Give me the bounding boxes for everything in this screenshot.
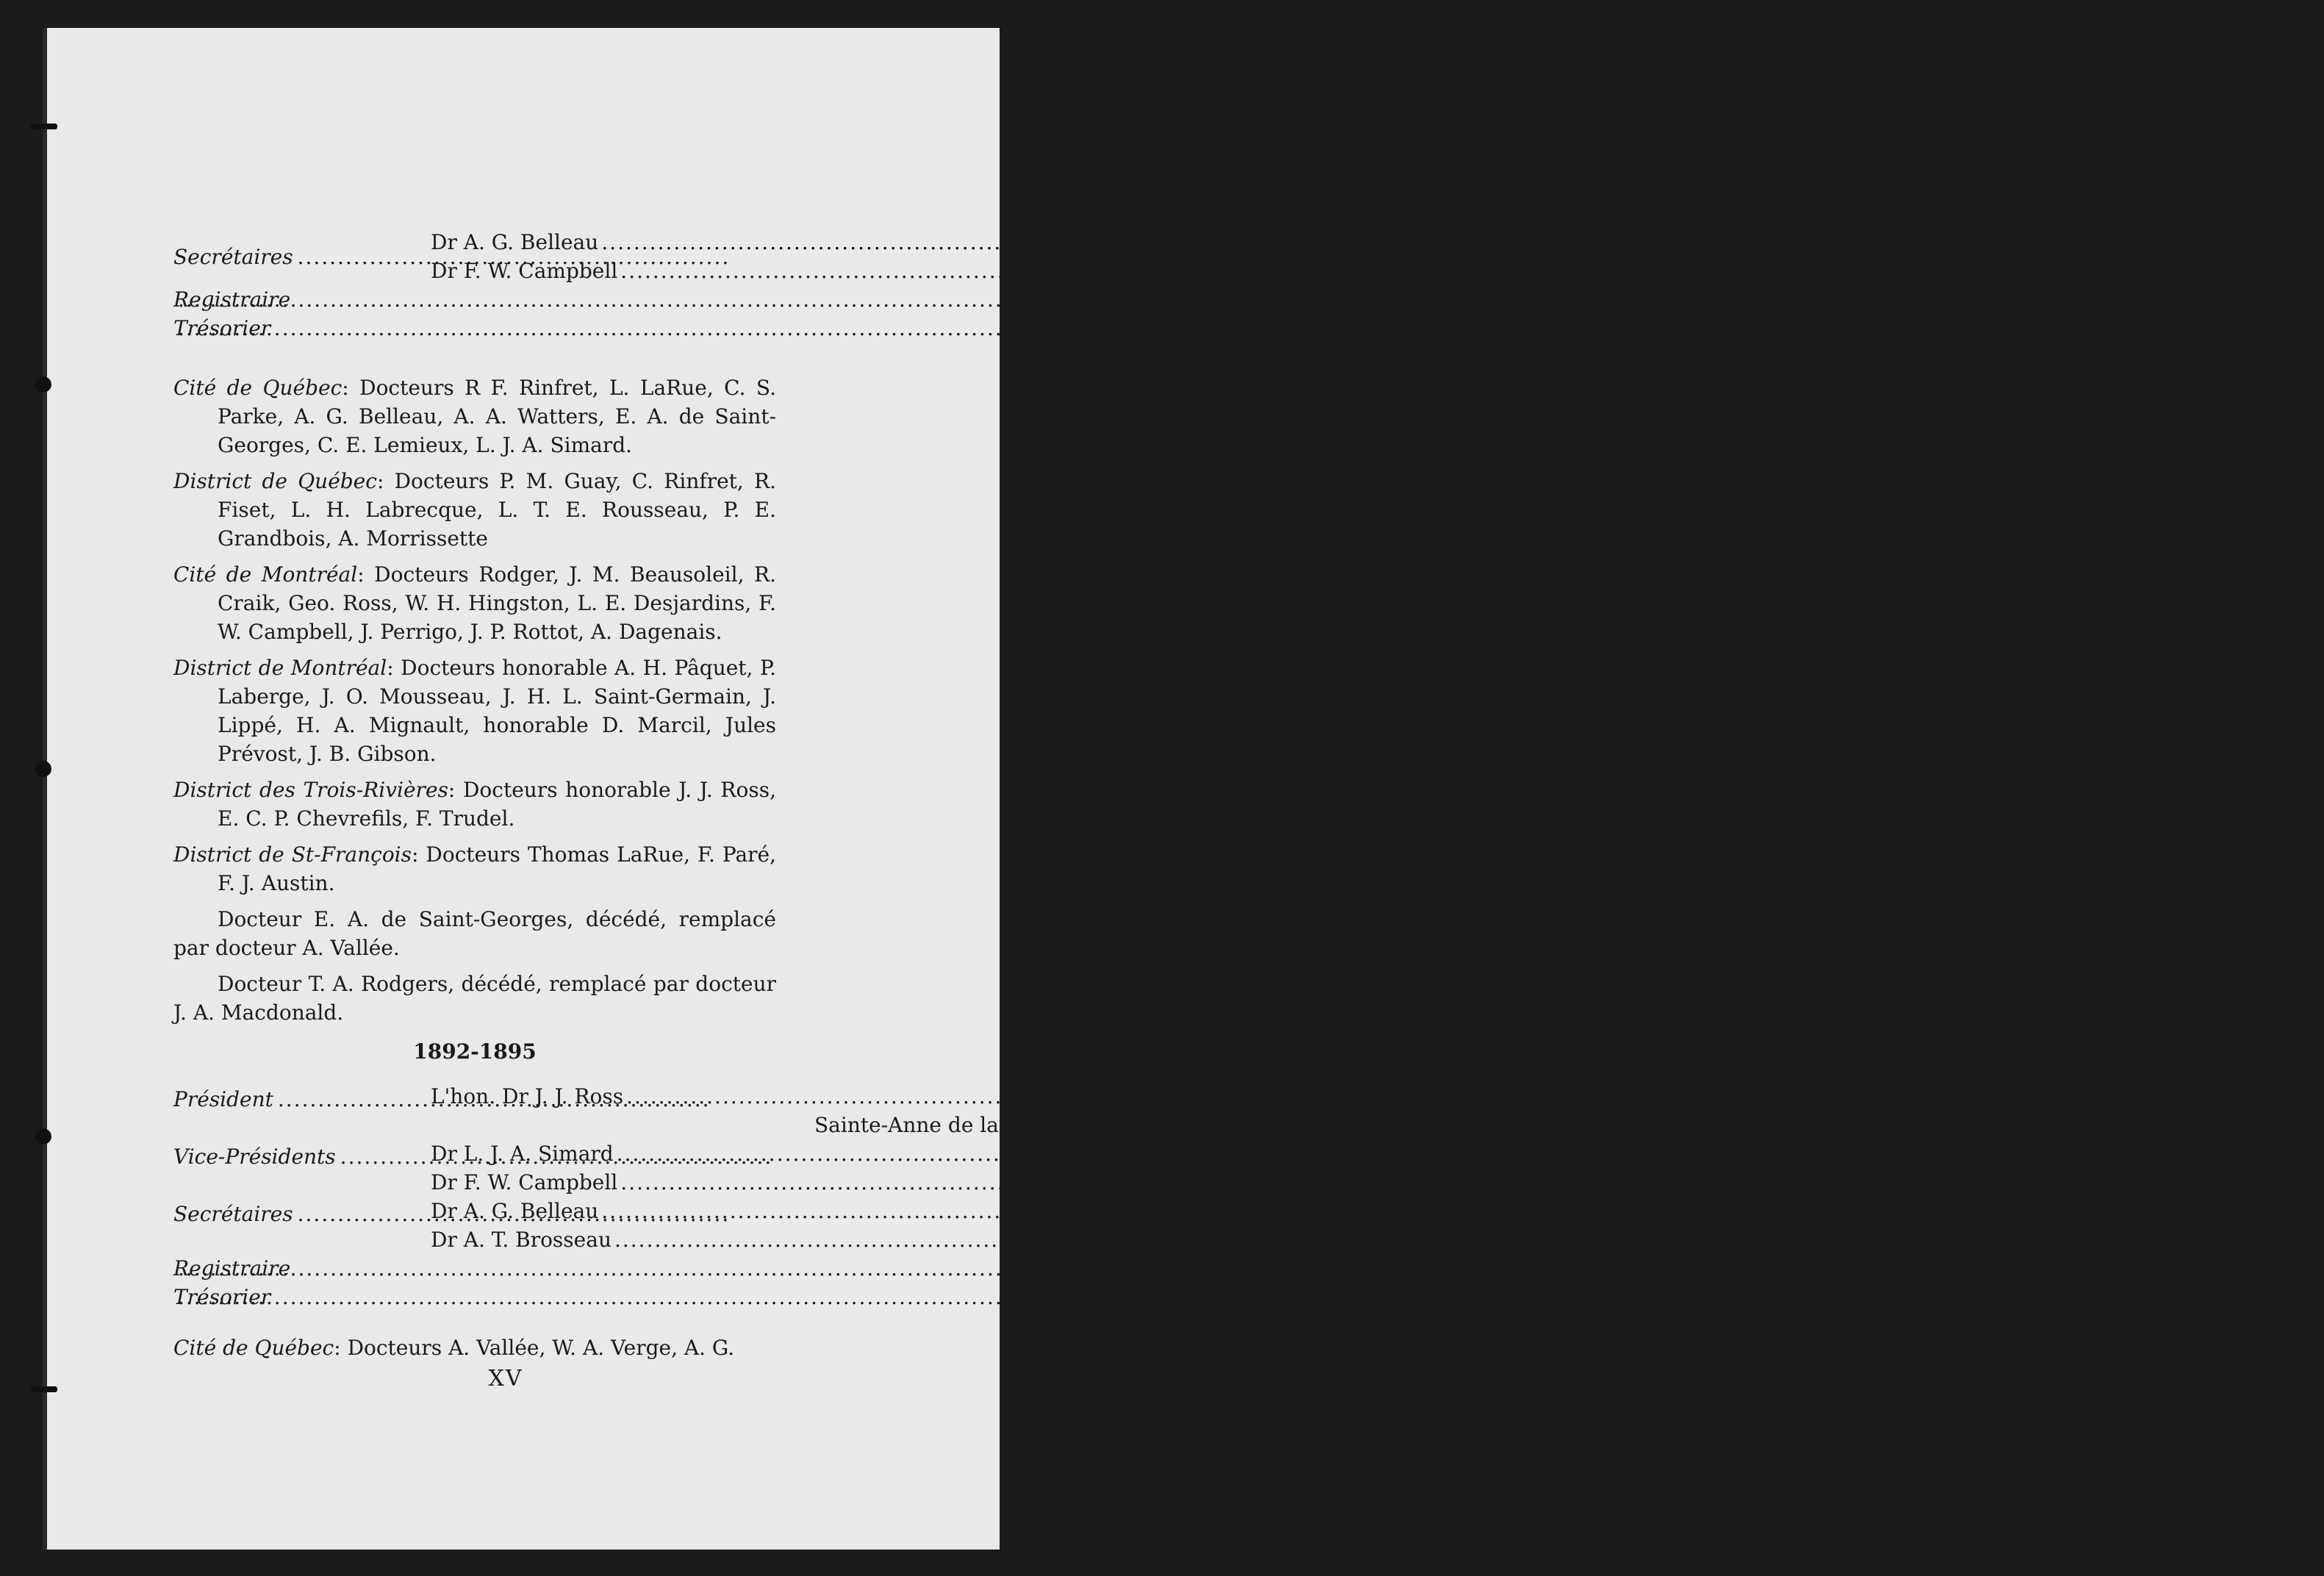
- officer-secretaires-1: [173, 228, 1169, 285]
- page-number: XV: [488, 1366, 523, 1391]
- officer-registraire-1: Registraire ..... Dr L. LaRue ..... Québec: [173, 285, 776, 314]
- binding-mark: [35, 376, 51, 393]
- officer-label: Secrétaires: [173, 244, 293, 269]
- section-heading: 1892-1895: [413, 1039, 537, 1064]
- district-entry: Cité de Québec: Docteurs A. Vallée, W. A. Verge, A. G.: [173, 1336, 735, 1360]
- district-entry: Cité de Québec: Docteurs R F. Rinfret, L. LaRue, C. S. Parke, A. G. Belleau, A. A. Watters, E. A. de Saint-Georges, C. E. Lemieux, L. J. A. Simard.: [173, 376, 776, 457]
- officer-place: Québec: [1089, 230, 1169, 254]
- binding-edge: [43, 28, 47, 1550]
- officer-place: Montréal: [1072, 1170, 1169, 1194]
- officer-name: L'hon. Dr J. J. Ross: [431, 1084, 624, 1108]
- officer-label: Président: [173, 1087, 273, 1111]
- district-entry: District des Trois-Rivières: Docteurs honorable J. J. Ross, E. C. P. Chevrefils, F. Trudel.: [173, 778, 776, 831]
- district-entry: District de St-François: Docteurs Thomas LaRue, F. Paré, F. J. Austin.: [173, 842, 777, 895]
- officer-place: Montréal: [2228, 1285, 2324, 1309]
- officer-place: Sainte-Anne de la Pérade: [814, 1113, 1078, 1137]
- binding-mark: [35, 761, 51, 777]
- officer-name: Dr F. W. Campbell: [431, 259, 618, 283]
- officer-registraire-2: Registraire ..... Dr. A. Dagenais ..... Montréal: [173, 1254, 776, 1283]
- binding-mark: [31, 123, 57, 129]
- officer-president: [173, 1082, 1078, 1139]
- officer-place: Montréal: [1066, 1228, 1162, 1252]
- officer-name: Dr A. Dagenais: [1103, 316, 1261, 340]
- district-entry: District de Montréal: Docteurs honorable A. H. Pâquet, P. Laberge, J. O. Mousseau, J. H. L. Saint-Germain, J. Lippé, H. A. Mignault, honorable D. Marcil, Jules Prévost, J. B. Gibson.: [173, 656, 777, 766]
- officer-secretaires-2: [173, 1197, 1162, 1254]
- officer-place: Québec: [1089, 1142, 1169, 1166]
- officer-name: Dr F. W. Campbell: [431, 1170, 618, 1194]
- officer-place: Québec: [2160, 287, 2239, 312]
- officer-name: Dr J. M. Beausoleil: [1103, 1285, 1299, 1309]
- note-paragraph: Docteur T. A. Rodgers, décédé, remplacé par docteur J. A. Macdonald.: [173, 972, 776, 1025]
- officer-place: Montréal: [2195, 1256, 2292, 1280]
- page-text: [173, 228, 2324, 1362]
- district-entry: Cité de Montréal: Docteurs Rodger, J. M. Beausoleil, R. Craik, Geo. Ross, W. H. Hingston, L. E. Desjardins, F. W. Campbell, J. Perrigo, J. P. Rottot, A. Dagenais.: [173, 562, 776, 644]
- officer-name: Dr A. T. Brosseau: [431, 1228, 612, 1252]
- officer-name: Dr A. G. Belleau: [431, 1199, 599, 1223]
- officer-name: Dr. A. Dagenais: [1103, 1256, 1266, 1280]
- officer-tresorier-2: Trésorier ..... Dr J. M. Beausoleil ..... Montréal: [173, 1283, 776, 1311]
- officer-label: Vice-Présidents: [173, 1145, 336, 1169]
- binding-mark: [35, 1128, 51, 1145]
- officer-vice-presidents: [173, 1139, 1169, 1197]
- officer-tresorier-1: Trésorier ..... Dr A. Dagenais ..... Montréal: [173, 314, 776, 343]
- officer-label: Secrétaires: [173, 1202, 293, 1226]
- officer-name: Dr L. LaRue: [1103, 287, 1230, 312]
- officer-place: Montréal: [2191, 316, 2287, 340]
- officer-place: Montréal: [1072, 259, 1169, 283]
- officer-name: Dr L. J. A. Simard: [431, 1142, 614, 1166]
- officer-place: Québec: [1083, 1199, 1162, 1223]
- note-paragraph: Docteur E. A. de Saint-Georges, décédé, remplacé par docteur A. Vallée.: [173, 907, 776, 960]
- district-entry: District de Québec: Docteurs P. M. Guay, C. Rinfret, R. Fiset, L. H. Labrecque, L. T. E. Rousseau, P. E. Grandbois, A. Morrissette: [173, 469, 777, 551]
- officer-name: Dr A. G. Belleau: [431, 230, 599, 254]
